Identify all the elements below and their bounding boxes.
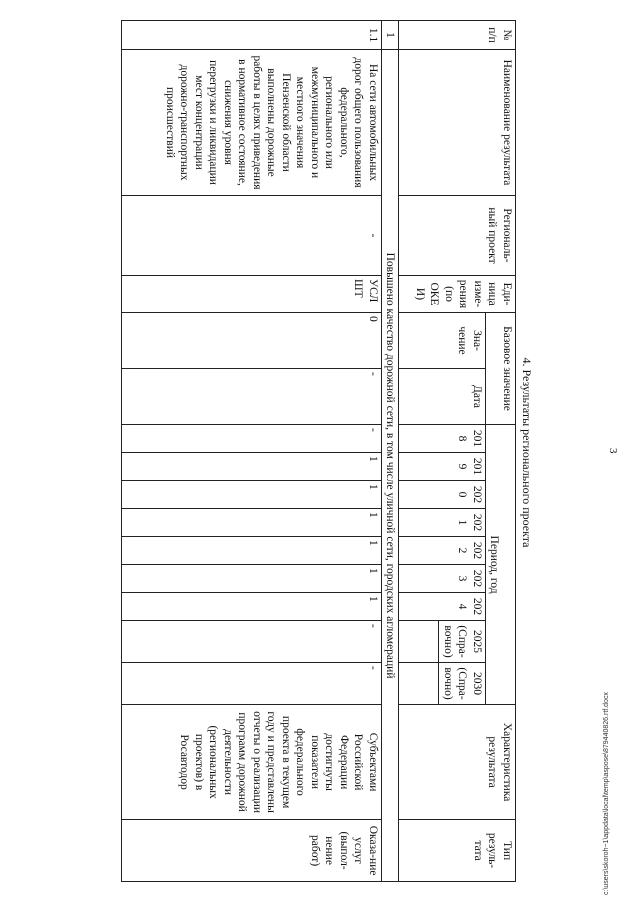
section-text: Повышено качество дорожной сети, в том числе уличной сети, городских агломераций bbox=[382, 50, 400, 882]
row-year-value: 1 bbox=[122, 509, 382, 537]
row-year-value: 1 bbox=[122, 565, 382, 593]
row-type: Оказа-ние услуг (выпол-нение работ) bbox=[122, 820, 382, 882]
row-base-value: 0 bbox=[122, 313, 382, 369]
row-project: - bbox=[122, 196, 382, 276]
row-name: На сети автомобильных дорог общего пользования федерального, регионального или межмуниципального и местного значения Пензенской области выполнены дорожные работы в целях приведения в нормативное состояние, снижения уровня перегрузки и ликвидации мест концентрации дорожно-транспортных происшествий bbox=[122, 50, 382, 196]
file-path: c:\users\skoroh~1\appdata\local\temp\aspose\879440826.rtf.docx bbox=[603, 692, 610, 895]
header-period: Период, год bbox=[486, 425, 516, 705]
row-year-value: 1 bbox=[122, 453, 382, 481]
header-unit: Еди-ница изме-рения (по ОКЕИ) bbox=[399, 276, 516, 313]
header-project: Региональ-ный проект bbox=[399, 196, 516, 276]
header-base-value: Зна-чение bbox=[399, 313, 486, 369]
row-characteristic: Субъектами Российской Федерации достигнуты показатели федерального проекта в текущем году и представлены отчеты о реализации программ дорожной деятельности (региональных проектов) в Росавтодор bbox=[122, 705, 382, 820]
section-title: 4. Результаты регионального проекта bbox=[520, 357, 534, 548]
file-path-wrap bbox=[603, 0, 610, 895]
header-year: 2020 bbox=[399, 481, 486, 509]
header-base: Базовое значение bbox=[486, 313, 516, 425]
row-year-value: 1 bbox=[122, 481, 382, 509]
row-unit: УСЛ ШТ bbox=[122, 276, 382, 313]
header-year: 2018 bbox=[399, 425, 486, 453]
header-year: 2019 bbox=[399, 453, 486, 481]
header-year: 2030 (Спра-вочно) bbox=[439, 663, 486, 705]
header-year: 2023 bbox=[399, 565, 486, 593]
header-year: 2025 (Спра-вочно) bbox=[439, 621, 486, 663]
header-base-date: Дата bbox=[399, 369, 486, 425]
row-num: 1.1 bbox=[122, 21, 382, 50]
header-name: Наименование результата bbox=[399, 50, 516, 196]
header-year: 2024 bbox=[399, 593, 486, 621]
header-year: 2021 bbox=[399, 509, 486, 537]
page-number: 3 bbox=[607, 448, 619, 454]
header-num: № п/п bbox=[399, 21, 516, 50]
row-year-value: - bbox=[122, 621, 382, 663]
row-year-value: 1 bbox=[122, 593, 382, 621]
row-year-value: - bbox=[122, 663, 382, 705]
header-type: Тип резуль-тата bbox=[399, 820, 516, 882]
results-table bbox=[121, 20, 516, 882]
section-num: 1 bbox=[382, 21, 400, 50]
header-characteristic: Характеристика результата bbox=[399, 705, 516, 820]
row-year-value: 1 bbox=[122, 537, 382, 565]
header-year: 2022 bbox=[399, 537, 486, 565]
row-year-value: - bbox=[122, 425, 382, 453]
row-base-date: - bbox=[122, 369, 382, 425]
